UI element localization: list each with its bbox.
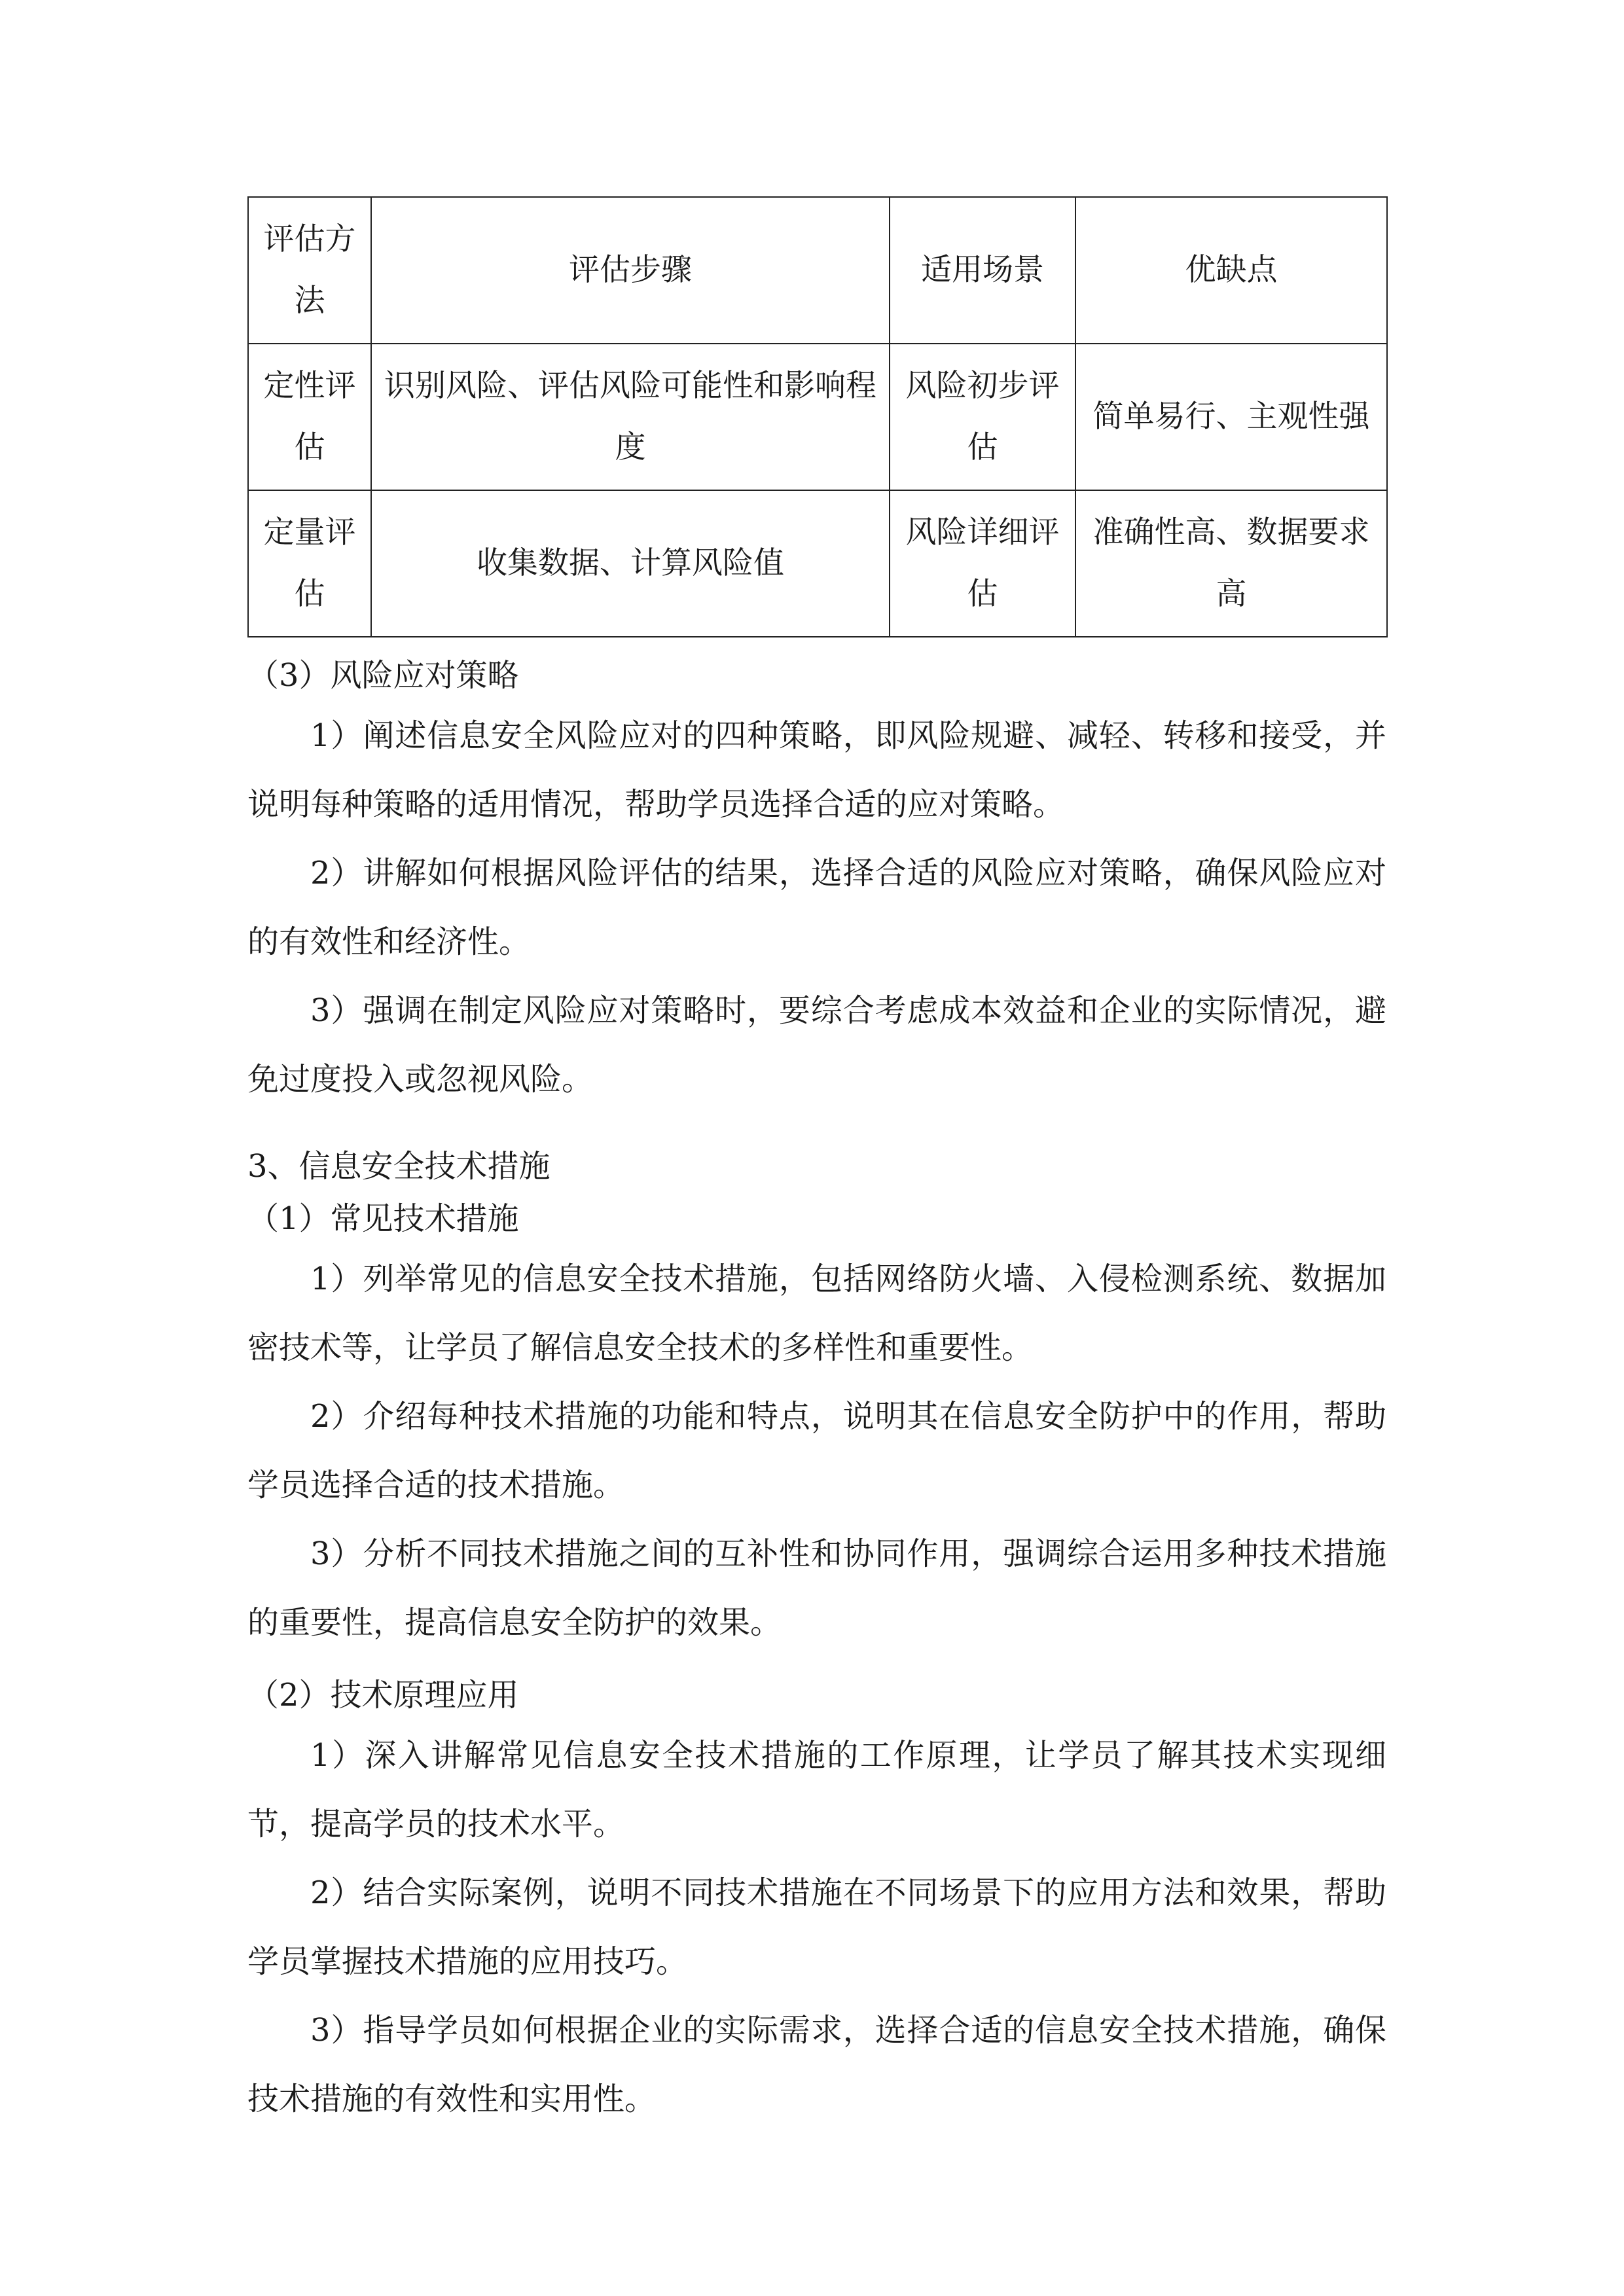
paragraph: 1）阐述信息安全风险应对的四种策略，即风险规避、减轻、转移和接受，并说明每种策略的适用情况，帮助学员选择合适的应对策略。 <box>247 717 1386 823</box>
header-pros-cons: 优缺点 <box>1075 197 1387 344</box>
paragraph: 3）分析不同技术措施之间的互补性和协同作用，强调综合运用多种技术措施的重要性，提高信息安全防护的效果。 <box>247 1535 1386 1641</box>
document-page <box>247 196 1386 2134</box>
paragraph: 2）介绍每种技术措施的功能和特点，说明其在信息安全防护中的作用，帮助学员选择合适的技术措施。 <box>247 1398 1386 1503</box>
paragraph: 2）结合实际案例，说明不同技术措施在不同场景下的应用方法和效果，帮助学员掌握技术措施的应用技巧。 <box>247 1874 1386 1980</box>
table-cell: 风险初步评估 <box>890 344 1075 490</box>
paragraph: 1）列举常见的信息安全技术措施，包括网络防火墙、入侵检测系统、数据加密技术等，让学员了解信息安全技术的多样性和重要性。 <box>247 1261 1386 1366</box>
risk-assessment-table <box>247 196 1388 637</box>
table-row <box>248 344 1387 490</box>
subsection-heading-principles: （2）技术原理应用 <box>247 1677 519 1713</box>
paragraph: 1）深入讲解常见信息安全技术措施的工作原理，让学员了解其技术实现细节，提高学员的技术水平。 <box>247 1737 1386 1842</box>
header-method: 评估方法 <box>248 197 371 344</box>
header-scenario: 适用场景 <box>890 197 1075 344</box>
table-cell: 风险详细评估 <box>890 490 1075 637</box>
paragraph: 2）讲解如何根据风险评估的结果，选择合适的风险应对策略，确保风险应对的有效性和经济性。 <box>247 855 1386 960</box>
table-header-row <box>248 197 1387 344</box>
header-steps: 评估步骤 <box>371 197 890 344</box>
section-heading-risk-response: （3）风险应对策略 <box>247 657 519 694</box>
table-row <box>248 490 1387 637</box>
table-cell: 定性评估 <box>248 344 371 490</box>
table-cell: 简单易行、主观性强 <box>1075 344 1387 490</box>
table-cell: 定量评估 <box>248 490 371 637</box>
paragraph: 3）指导学员如何根据企业的实际需求，选择合适的信息安全技术措施，确保技术措施的有效性和实用性。 <box>247 2012 1386 2117</box>
table-cell: 收集数据、计算风险值 <box>371 490 890 637</box>
subsection-heading-common-measures: （1）常见技术措施 <box>247 1200 519 1237</box>
paragraph: 3）强调在制定风险应对策略时，要综合考虑成本效益和企业的实际情况，避免过度投入或忽视风险。 <box>247 992 1386 1098</box>
table-cell: 识别风险、评估风险可能性和影响程度 <box>371 344 890 490</box>
section-heading-tech-measures: 3、信息安全技术措施 <box>247 1148 550 1185</box>
table-cell: 准确性高、数据要求高 <box>1075 490 1387 637</box>
